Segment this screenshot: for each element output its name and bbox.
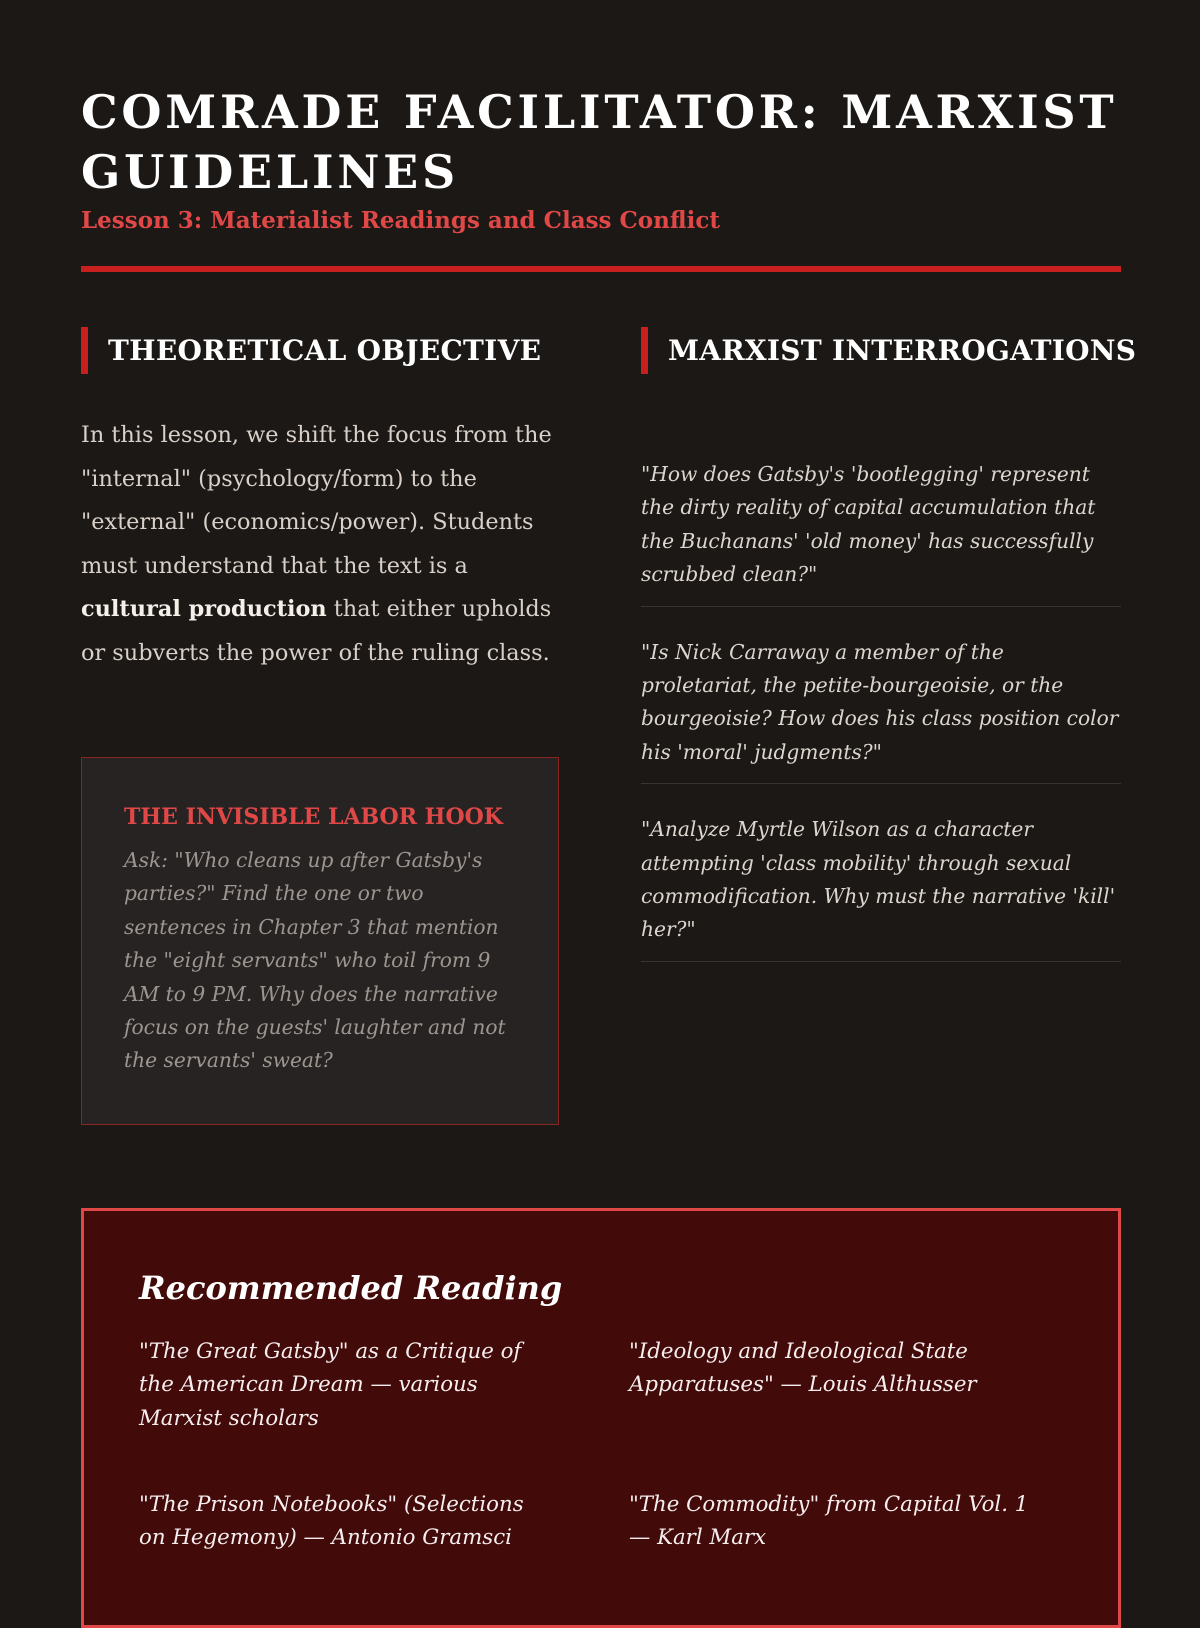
interrogation-list (641, 458, 1121, 991)
hook-text: Ask: "Who cleans up after Gatsby's parties?" Find the one or two sentences in Chapter 3 that mention the "eight servants" who toil from 9 AM to 9 PM. Why does the narrative focus on the guests' laughter and not the servants' sweat? (124, 848, 506, 1073)
interrogation-question: "Analyze Myrtle Wilson as a character attempting 'class mobility' through sexual commodification. Why must the narrative 'kill' her?" (641, 813, 1121, 962)
reading-item: "Ideology and Ideological State Apparatuses" — Louis Althusser (629, 1339, 977, 1398)
interrogation-question: "How does Gatsby's 'bootlegging' represent the dirty reality of capital accumulation that the Buchanans' 'old money' has successfully scrubbed clean?" (641, 458, 1121, 607)
invisible-labor-hook-box (81, 757, 559, 1125)
hook-title: THE INVISIBLE LABOR HOOK (124, 804, 503, 830)
reading-item: "The Commodity" from Capital Vol. 1 — Karl Marx (629, 1492, 1029, 1551)
interrogations-heading: MARXIST INTERROGATIONS (641, 327, 1138, 374)
header-divider (81, 266, 1121, 272)
interrogation-question: "Is Nick Carraway a member of the proletariat, the petite-bourgeoisie, or the bourgeoisie? How does his class position color his 'moral' judgments?" (641, 636, 1121, 785)
reading-item: "The Great Gatsby" as a Critique of the American Dream — various Marxist scholars (139, 1339, 522, 1431)
objective-text-after: that either upholds or subverts the power of the ruling class. (81, 596, 552, 666)
lesson-subtitle: Lesson 3: Materialist Readings and Class Conflict (81, 207, 720, 234)
objective-text-before: In this lesson, we shift the focus from the "internal" (psychology/form) to the "external" (economics/power). Students must understand that the text is a (81, 422, 552, 579)
objective-emphasis: cultural production (81, 596, 327, 622)
page-title: COMRADE FACILITATOR: MARXIST GUIDELINES (81, 85, 1118, 199)
recommended-reading-box (81, 1208, 1121, 1628)
objective-heading: THEORETICAL OBJECTIVE (81, 327, 541, 374)
reading-title: Recommended Reading (139, 1269, 563, 1307)
reading-item: "The Prison Notebooks" (Selections on Hegemony) — Antonio Gramsci (139, 1492, 524, 1551)
objective-text (81, 414, 561, 675)
